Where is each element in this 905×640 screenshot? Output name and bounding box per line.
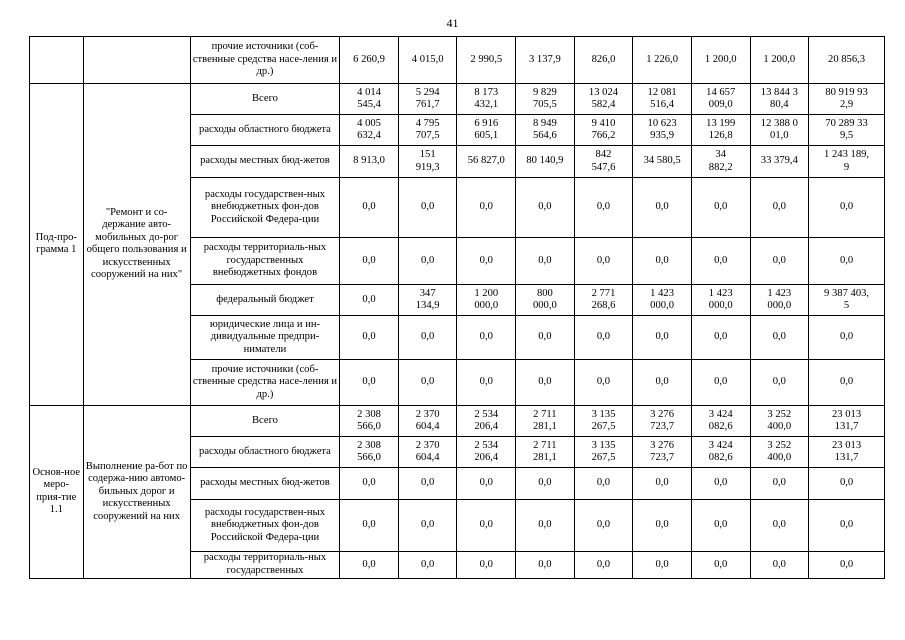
year-value-cell: 0,0 <box>398 177 457 237</box>
funding-source-label: расходы областного бюджета <box>190 115 340 146</box>
year-value-cell: 2 711 281,1 <box>516 437 575 468</box>
total-value-cell: 0,0 <box>809 316 885 360</box>
year-value-cell: 3 252 400,0 <box>750 405 809 436</box>
total-value-cell: 9 387 403, 5 <box>809 285 885 316</box>
year-value-cell: 2 370 604,4 <box>398 437 457 468</box>
year-value-cell: 0,0 <box>457 360 516 406</box>
year-value-cell: 0,0 <box>398 551 457 578</box>
year-value-cell: 0,0 <box>340 316 399 360</box>
table-body <box>30 37 885 579</box>
total-value-cell: 23 013 131,7 <box>809 437 885 468</box>
year-value-cell: 9 829 705,5 <box>516 83 575 114</box>
year-value-cell: 0,0 <box>457 551 516 578</box>
measure-item: Основ-ное меро-прия-тие 1.1 <box>30 405 84 578</box>
year-value-cell: 0,0 <box>574 316 633 360</box>
year-value-cell: 0,0 <box>457 316 516 360</box>
year-value-cell: 0,0 <box>633 360 692 406</box>
total-value-cell: 0,0 <box>809 360 885 406</box>
year-value-cell: 80 140,9 <box>516 146 575 177</box>
year-value-cell: 6 260,9 <box>340 37 399 84</box>
name-cell-empty <box>83 37 190 84</box>
funding-source-label: Всего <box>190 405 340 436</box>
year-value-cell: 56 827,0 <box>457 146 516 177</box>
page-number: 41 <box>446 16 459 30</box>
total-value-cell: 70 289 33 9,5 <box>809 115 885 146</box>
item-cell-empty <box>30 37 84 84</box>
year-value-cell: 0,0 <box>750 468 809 499</box>
year-value-cell: 0,0 <box>398 238 457 285</box>
year-value-cell: 2 308 566,0 <box>340 405 399 436</box>
funding-source-label: расходы территориаль-ных государственных внебюджетных фондов <box>190 238 340 285</box>
total-value-cell: 23 013 131,7 <box>809 405 885 436</box>
year-value-cell: 3 276 723,7 <box>633 405 692 436</box>
total-value-cell: 20 856,3 <box>809 37 885 84</box>
measure-name: Выполнение ра-бот по содержа-нию автомо-бильных дорог и искусственных сооружений на них <box>83 405 190 578</box>
year-value-cell: 0,0 <box>398 468 457 499</box>
year-value-cell: 0,0 <box>398 360 457 406</box>
funding-source-label: Всего <box>190 83 340 114</box>
year-value-cell: 0,0 <box>691 177 750 237</box>
table-row <box>30 83 885 114</box>
year-value-cell: 0,0 <box>457 238 516 285</box>
year-value-cell: 1 423 000,0 <box>750 285 809 316</box>
year-value-cell: 0,0 <box>398 316 457 360</box>
year-value-cell: 4 014 545,4 <box>340 83 399 114</box>
subprogram-name: "Ремонт и со-держание авто-мобильных до-рог общего пользования и искусственных сооружений на них" <box>83 83 190 405</box>
year-value-cell: 34 580,5 <box>633 146 692 177</box>
year-value-cell: 2 534 206,4 <box>457 405 516 436</box>
year-value-cell: 2 308 566,0 <box>340 437 399 468</box>
year-value-cell: 0,0 <box>574 499 633 551</box>
year-value-cell: 3 252 400,0 <box>750 437 809 468</box>
year-value-cell: 34 882,2 <box>691 146 750 177</box>
year-value-cell: 0,0 <box>516 551 575 578</box>
year-value-cell: 1 226,0 <box>633 37 692 84</box>
year-value-cell: 8 173 432,1 <box>457 83 516 114</box>
year-value-cell: 2 990,5 <box>457 37 516 84</box>
year-value-cell: 0,0 <box>691 468 750 499</box>
year-value-cell: 14 657 009,0 <box>691 83 750 114</box>
year-value-cell: 0,0 <box>633 316 692 360</box>
year-value-cell: 842 547,6 <box>574 146 633 177</box>
year-value-cell: 5 294 761,7 <box>398 83 457 114</box>
year-value-cell: 0,0 <box>516 499 575 551</box>
year-value-cell: 0,0 <box>340 285 399 316</box>
year-value-cell: 0,0 <box>691 360 750 406</box>
year-value-cell: 0,0 <box>750 238 809 285</box>
year-value-cell: 1 200,0 <box>691 37 750 84</box>
year-value-cell: 12 388 0 01,0 <box>750 115 809 146</box>
year-value-cell: 0,0 <box>340 360 399 406</box>
year-value-cell: 1 423 000,0 <box>633 285 692 316</box>
funding-source-label: прочие источники (соб-ственные средства насе-ления и др.) <box>190 360 340 406</box>
year-value-cell: 9 410 766,2 <box>574 115 633 146</box>
year-value-cell: 347 134,9 <box>398 285 457 316</box>
year-value-cell: 800 000,0 <box>516 285 575 316</box>
total-value-cell: 1 243 189, 9 <box>809 146 885 177</box>
year-value-cell: 0,0 <box>574 238 633 285</box>
year-value-cell: 0,0 <box>340 177 399 237</box>
year-value-cell: 0,0 <box>516 238 575 285</box>
year-value-cell: 3 424 082,6 <box>691 405 750 436</box>
year-value-cell: 0,0 <box>633 238 692 285</box>
funding-source-label: расходы областного бюджета <box>190 437 340 468</box>
year-value-cell: 33 379,4 <box>750 146 809 177</box>
year-value-cell: 10 623 935,9 <box>633 115 692 146</box>
total-value-cell: 0,0 <box>809 499 885 551</box>
year-value-cell: 0,0 <box>750 316 809 360</box>
year-value-cell: 3 137,9 <box>516 37 575 84</box>
year-value-cell: 6 916 605,1 <box>457 115 516 146</box>
funding-source-label: федеральный бюджет <box>190 285 340 316</box>
year-value-cell: 4 005 632,4 <box>340 115 399 146</box>
year-value-cell: 2 534 206,4 <box>457 437 516 468</box>
year-value-cell: 0,0 <box>340 551 399 578</box>
year-value-cell: 0,0 <box>750 177 809 237</box>
year-value-cell: 4 795 707,5 <box>398 115 457 146</box>
funding-source-label: расходы государствен-ных внебюджетных фон-дов Российской Федера-ции <box>190 499 340 551</box>
year-value-cell: 0,0 <box>750 360 809 406</box>
total-value-cell: 0,0 <box>809 177 885 237</box>
year-value-cell: 0,0 <box>633 177 692 237</box>
year-value-cell: 0,0 <box>633 499 692 551</box>
funding-source-label: юридические лица и ин-дивидуальные предпри-ниматели <box>190 316 340 360</box>
year-value-cell: 0,0 <box>457 468 516 499</box>
year-value-cell: 0,0 <box>750 499 809 551</box>
year-value-cell: 0,0 <box>340 468 399 499</box>
year-value-cell: 2 711 281,1 <box>516 405 575 436</box>
year-value-cell: 1 423 000,0 <box>691 285 750 316</box>
table-row <box>30 37 885 84</box>
total-value-cell: 0,0 <box>809 238 885 285</box>
funding-source-label: прочие источники (соб-ственные средства насе-ления и др.) <box>190 37 340 84</box>
year-value-cell: 4 015,0 <box>398 37 457 84</box>
funding-source-label: расходы государствен-ных внебюджетных фон-дов Российской Федера-ции <box>190 177 340 237</box>
year-value-cell: 3 135 267,5 <box>574 405 633 436</box>
year-value-cell: 0,0 <box>516 316 575 360</box>
year-value-cell: 3 135 267,5 <box>574 437 633 468</box>
year-value-cell: 0,0 <box>516 177 575 237</box>
year-value-cell: 13 199 126,8 <box>691 115 750 146</box>
subprogram-item: Под-про-грамма 1 <box>30 83 84 405</box>
total-value-cell: 0,0 <box>809 468 885 499</box>
funding-source-label: расходы местных бюд-жетов <box>190 468 340 499</box>
year-value-cell: 2 771 268,6 <box>574 285 633 316</box>
funding-source-label: расходы территориаль-ных государственных <box>190 551 340 578</box>
year-value-cell: 0,0 <box>574 177 633 237</box>
year-value-cell: 0,0 <box>691 316 750 360</box>
total-value-cell: 0,0 <box>809 551 885 578</box>
year-value-cell: 1 200,0 <box>750 37 809 84</box>
budget-table <box>29 36 885 579</box>
year-value-cell: 0,0 <box>457 177 516 237</box>
year-value-cell: 2 370 604,4 <box>398 405 457 436</box>
year-value-cell: 0,0 <box>516 468 575 499</box>
funding-source-label: расходы местных бюд-жетов <box>190 146 340 177</box>
year-value-cell: 0,0 <box>457 499 516 551</box>
table-row <box>30 405 885 436</box>
year-value-cell: 0,0 <box>691 238 750 285</box>
year-value-cell: 12 081 516,4 <box>633 83 692 114</box>
year-value-cell: 826,0 <box>574 37 633 84</box>
year-value-cell: 0,0 <box>398 499 457 551</box>
year-value-cell: 0,0 <box>340 499 399 551</box>
year-value-cell: 0,0 <box>691 551 750 578</box>
year-value-cell: 0,0 <box>574 551 633 578</box>
year-value-cell: 1 200 000,0 <box>457 285 516 316</box>
year-value-cell: 0,0 <box>574 468 633 499</box>
year-value-cell: 3 424 082,6 <box>691 437 750 468</box>
year-value-cell: 0,0 <box>340 238 399 285</box>
year-value-cell: 8 949 564,6 <box>516 115 575 146</box>
year-value-cell: 0,0 <box>633 468 692 499</box>
total-value-cell: 80 919 93 2,9 <box>809 83 885 114</box>
year-value-cell: 13 844 3 80,4 <box>750 83 809 114</box>
year-value-cell: 0,0 <box>574 360 633 406</box>
year-value-cell: 0,0 <box>750 551 809 578</box>
year-value-cell: 0,0 <box>691 499 750 551</box>
year-value-cell: 13 024 582,4 <box>574 83 633 114</box>
year-value-cell: 0,0 <box>633 551 692 578</box>
year-value-cell: 3 276 723,7 <box>633 437 692 468</box>
year-value-cell: 8 913,0 <box>340 146 399 177</box>
year-value-cell: 0,0 <box>516 360 575 406</box>
year-value-cell: 151 919,3 <box>398 146 457 177</box>
